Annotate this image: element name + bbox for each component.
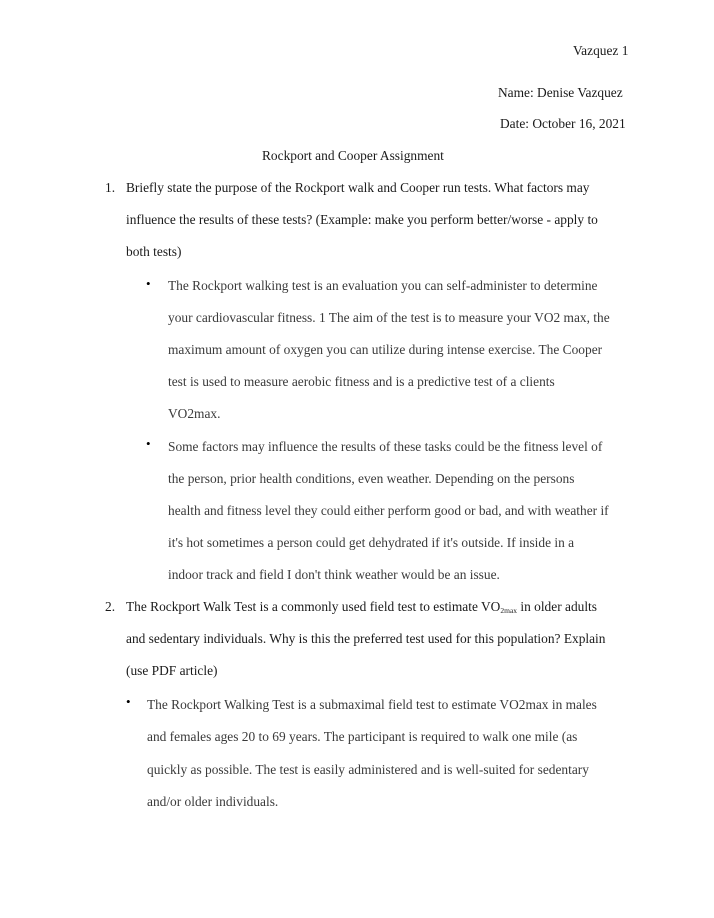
document-title: Rockport and Cooper Assignment [262, 148, 444, 163]
question-number: 2. [105, 599, 116, 614]
question-line: (use PDF article) [126, 663, 218, 678]
bullet-dot-icon: • [146, 276, 151, 291]
question-line: and sedentary individuals. Why is this the preferred test used for this population? Explain [126, 631, 606, 646]
question-number: 1. [105, 180, 116, 195]
answer-line: the person, prior health conditions, even weather. Depending on the persons [168, 471, 575, 486]
answer-line: The Rockport walking test is an evaluation you can self-administer to determine [168, 278, 598, 293]
answer-line: and females ages 20 to 69 years. The participant is required to walk one mile (as [147, 729, 578, 744]
page-header: Vazquez 1 [573, 43, 629, 58]
answer-line: maximum amount of oxygen you can utilize during intense exercise. The Cooper [168, 342, 603, 357]
bullet-dot-icon: • [146, 436, 151, 451]
question-line: both tests) [126, 244, 182, 259]
answer-line: quickly as possible. The test is easily administered and is well-suited for sedentary [147, 762, 589, 777]
answer-line: your cardiovascular fitness. 1 The aim of the test is to measure your VO2 max, the [168, 310, 610, 325]
answer-line: it's hot sometimes a person could get dehydrated if it's outside. If inside in a [168, 535, 575, 550]
answer-line: and/or older individuals. [147, 794, 279, 809]
answer-line: health and fitness level they could either perform good or bad, and with weather if [168, 503, 609, 518]
question-line: Briefly state the purpose of the Rockport walk and Cooper run tests. What factors may [126, 180, 590, 195]
question-line [126, 599, 597, 615]
date-line: Date: October 16, 2021 [500, 116, 626, 131]
answer-line: indoor track and field I don't think weather would be an issue. [168, 567, 500, 582]
vo2max-subscript: 2max [500, 606, 518, 615]
answer-line: The Rockport Walking Test is a submaximal field test to estimate VO2max in males [147, 697, 597, 712]
answer-line: Some factors may influence the results of these tasks could be the fitness level of [168, 439, 603, 454]
name-line: Name: Denise Vazquez [498, 85, 623, 100]
question-text: in older adults [517, 599, 597, 614]
answer-line: test is used to measure aerobic fitness and is a predictive test of a clients [168, 374, 555, 389]
answer-line: VO2max. [168, 406, 221, 421]
question-text: The Rockport Walk Test is a commonly used field test to estimate VO [126, 599, 501, 614]
question-line: influence the results of these tests? (Example: make you perform better/worse - apply to [126, 212, 598, 227]
bullet-dot-icon: • [126, 694, 131, 709]
